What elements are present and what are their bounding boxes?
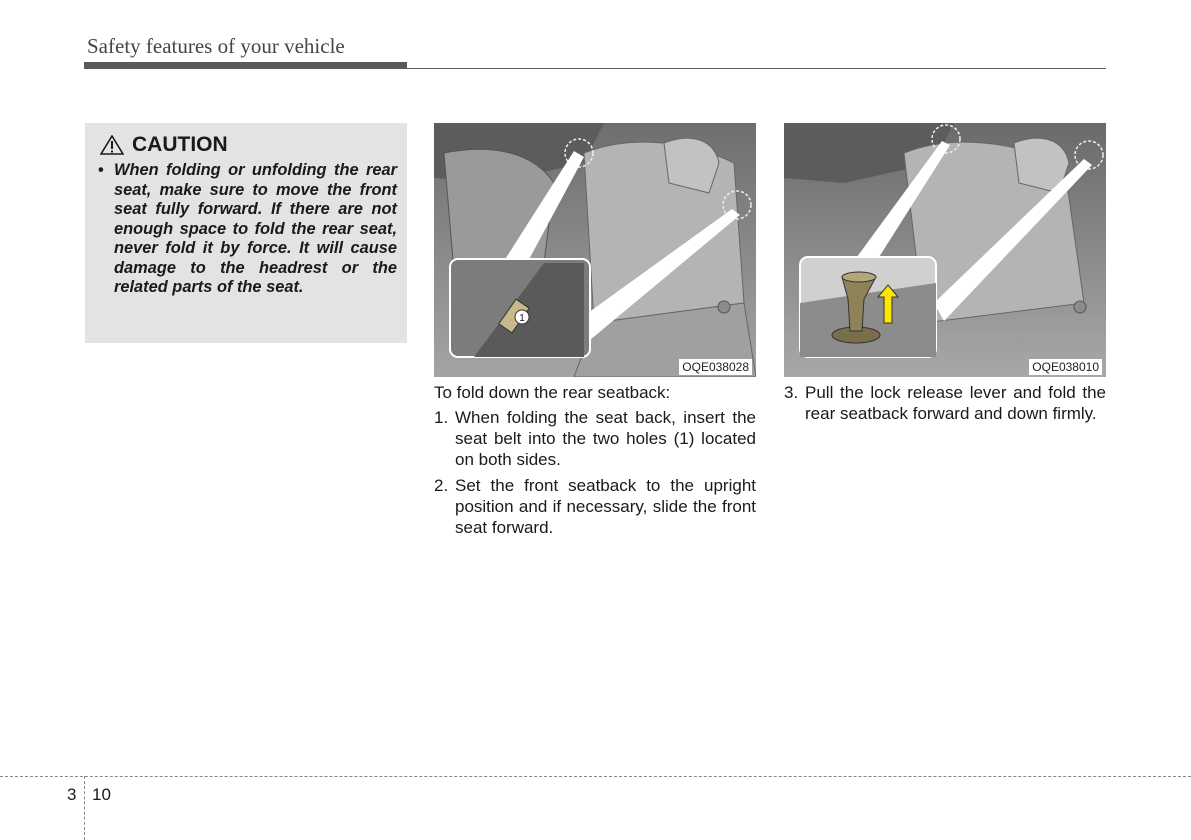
figure-code: OQE038010 bbox=[1029, 359, 1102, 375]
figure-seatbelt-holes bbox=[434, 123, 756, 377]
figure-code: OQE038028 bbox=[679, 359, 752, 375]
figure-lock-release-lever bbox=[784, 123, 1106, 377]
step-1 bbox=[434, 407, 756, 470]
step-text: Pull the lock release lever and fold the rear seatback forward and down firmly. bbox=[805, 383, 1106, 423]
chapter-number: 3 bbox=[67, 785, 77, 804]
caution-box bbox=[85, 123, 407, 343]
header-bar bbox=[84, 62, 407, 69]
step-text: When folding the seat back, insert the seat belt into the two holes (1) located on both sides. bbox=[455, 408, 756, 469]
step-3 bbox=[784, 382, 1106, 424]
step-number: 3. bbox=[784, 383, 799, 402]
step-text: Set the front seatback to the upright position and if necessary, slide the front seat forward. bbox=[455, 476, 756, 537]
rear-seat-lever-illustration bbox=[784, 123, 1106, 377]
rear-seat-illustration bbox=[434, 123, 756, 377]
callout-number: 1 bbox=[519, 313, 525, 324]
caution-title: CAUTION bbox=[132, 133, 228, 156]
instructions-left-column bbox=[434, 382, 756, 543]
warning-triangle-icon bbox=[100, 135, 124, 155]
step-number: 1. bbox=[434, 408, 449, 427]
instructions-intro: To fold down the rear seatback: bbox=[434, 383, 671, 402]
footer-rule bbox=[0, 776, 1191, 777]
step-2 bbox=[434, 475, 756, 538]
caution-heading bbox=[100, 133, 397, 157]
header-rule bbox=[407, 68, 1106, 69]
page-number: 10 bbox=[92, 785, 111, 804]
footer-divider bbox=[84, 776, 85, 840]
caution-item: • When folding or unfolding the rear seat, make sure to move the front seat fully forward. If there are not enough space to fold the rear seat, never fold it by force. It will cause damage to the headrest or the related parts of the seat. bbox=[96, 161, 397, 298]
instructions-right-column bbox=[784, 382, 1106, 429]
caution-list bbox=[96, 161, 397, 298]
section-title: Safety features of your vehicle bbox=[87, 34, 345, 58]
step-number: 2. bbox=[434, 476, 449, 495]
